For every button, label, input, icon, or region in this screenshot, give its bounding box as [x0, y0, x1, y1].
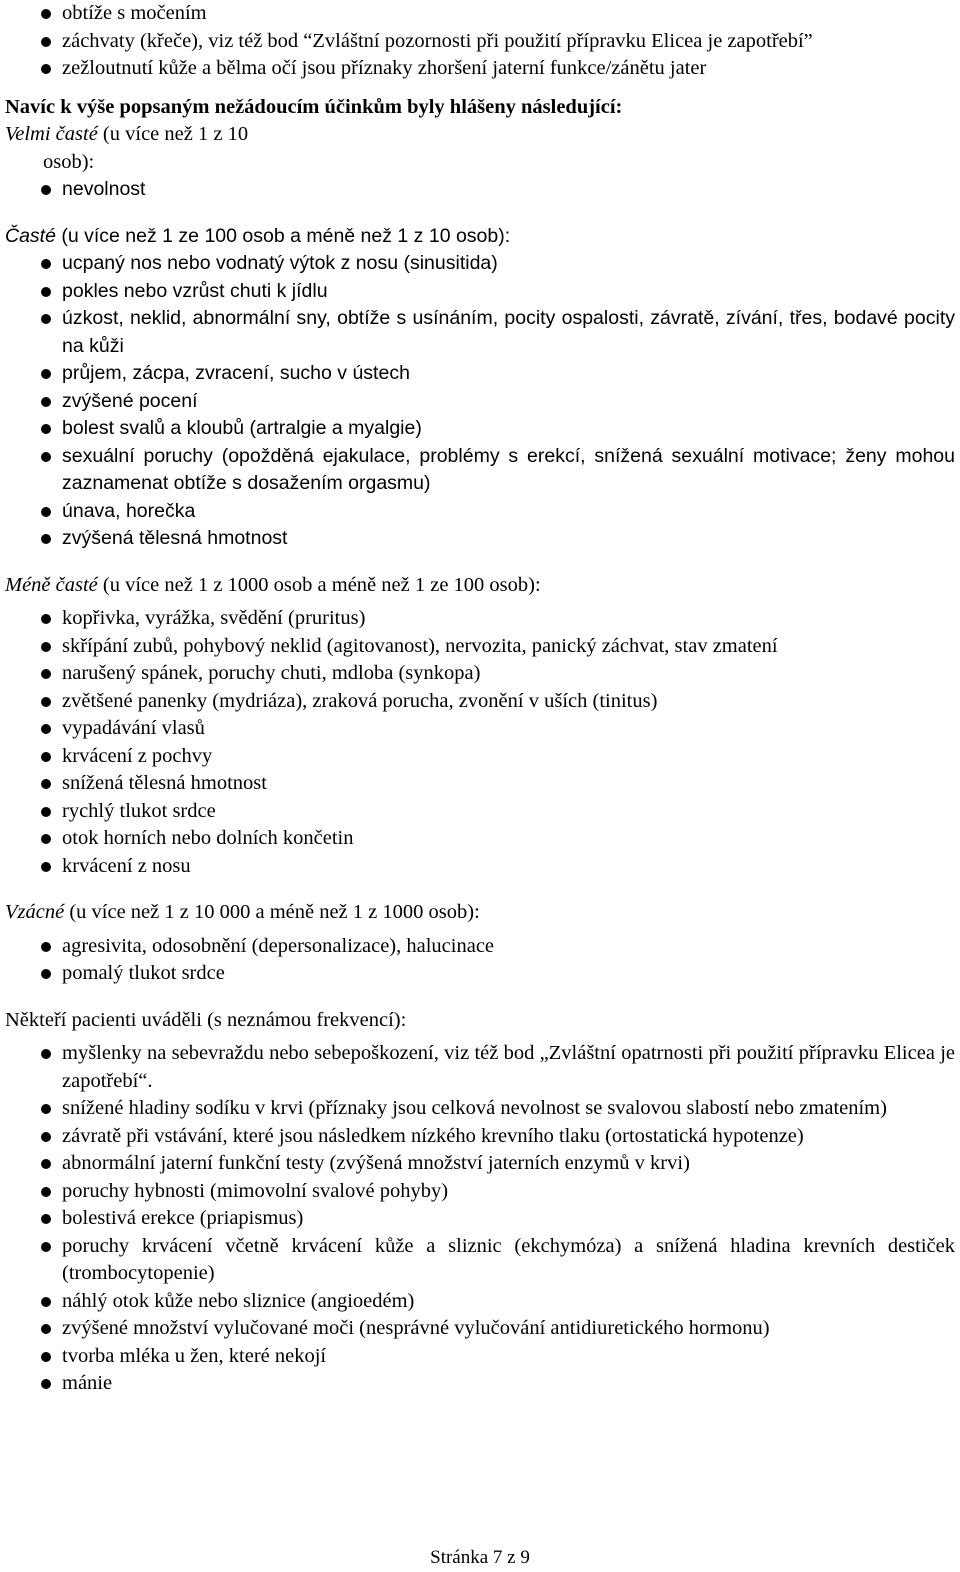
- bullet-icon: [41, 1049, 51, 1059]
- unknown-list: [5, 1040, 955, 1398]
- bullet-icon: [41, 369, 51, 379]
- unknown-item-text: závratě při vstávání, které jsou následkem nízkého krevního tlaku (ortostatická hypotenze): [62, 1124, 804, 1147]
- bullet-icon: [41, 185, 51, 195]
- common-item: [5, 250, 955, 278]
- uncommon-item-text: krvácení z nosu: [62, 854, 191, 877]
- common-item: [5, 305, 955, 360]
- common-item-text: únava, horečka: [62, 499, 196, 522]
- unknown-item-text: zvýšené množství vylučované moči (nesprávné vylučování antidiuretického hormonu): [62, 1317, 770, 1339]
- uncommon-item: [5, 660, 955, 688]
- bullet-icon: [41, 969, 51, 979]
- common-label: Časté: [5, 224, 56, 247]
- bullet-icon: [41, 9, 51, 19]
- uncommon-item-text: krvácení z pochvy: [62, 744, 213, 767]
- rare-list: [5, 933, 955, 988]
- unknown-item-text: poruchy hybnosti (mimovolní svalové pohyby): [62, 1179, 449, 1202]
- uncommon-item-text: otok horních nebo dolních končetin: [62, 827, 354, 849]
- uncommon-list: [5, 605, 955, 880]
- uncommon-item-text: narušený spánek, poruchy chuti, mdloba (synkopa): [62, 662, 481, 684]
- uncommon-label: Méně časté: [5, 573, 98, 596]
- common-item: [5, 278, 955, 306]
- bullet-icon: [41, 507, 51, 517]
- bullet-icon: [41, 779, 51, 789]
- bullet-icon: [41, 834, 51, 844]
- uncommon-item: [5, 798, 955, 826]
- uncommon-item: [5, 715, 955, 743]
- bullet-icon: [41, 1187, 51, 1197]
- very-common-list: [5, 176, 955, 204]
- top-list-item: [5, 0, 955, 28]
- bullet-icon: [41, 64, 51, 74]
- uncommon-item: [5, 770, 955, 798]
- unknown-item: [5, 1150, 955, 1178]
- bullet-icon: [41, 1324, 51, 1334]
- common-item-text: zvýšená tělesná hmotnost: [62, 527, 288, 549]
- common-item-text: sexuální poruchy (opožděná ejakulace, problémy s erekcí, snížená sexuální motivace; ženy mohou zaznamenat obtíže s dosažením orgasmu): [62, 444, 955, 494]
- uncommon-item: [5, 853, 955, 881]
- bullet-icon: [41, 1242, 51, 1252]
- uncommon-item-text: kopřivka, vyrážka, svědění (pruritus): [62, 607, 366, 629]
- common-item: [5, 360, 955, 388]
- bullet-icon: [41, 642, 51, 652]
- common-item-text: průjem, zácpa, zvracení, sucho v ústech: [62, 362, 410, 384]
- common-item-text: bolest svalů a kloubů (artralgie a myalgie): [62, 417, 422, 439]
- bullet-icon: [41, 534, 51, 544]
- unknown-item: [5, 1315, 955, 1343]
- uncommon-item-text: rychlý tlukot srdce: [62, 799, 216, 822]
- rare-item-text: pomalý tlukot srdce: [62, 962, 225, 984]
- rare-item: [5, 933, 955, 961]
- top-list-item: [5, 28, 955, 56]
- very-common-freq-cont: osob):: [43, 150, 95, 173]
- unknown-item-text: mánie: [62, 1372, 113, 1394]
- very-common-label: Velmi časté: [5, 123, 98, 145]
- unknown-item: [5, 1178, 955, 1206]
- common-item-text: ucpaný nos nebo vodnatý výtok z nosu (sinusitida): [62, 252, 498, 274]
- common-item-text: zvýšené pocení: [62, 389, 198, 412]
- uncommon-item-text: snížená tělesná hmotnost: [62, 772, 267, 794]
- additional-heading: Navíc k výše popsaným nežádoucím účinkům byly hlášeny následující:: [5, 95, 623, 118]
- common-heading: [5, 223, 955, 251]
- bullet-icon: [41, 1352, 51, 1362]
- bullet-icon: [41, 1214, 51, 1224]
- very-common-item-text: nevolnost: [62, 178, 146, 200]
- uncommon-item-text: skřípání zubů, pohybový neklid (agitovanost), nervozita, panický záchvat, stav zmatení: [62, 634, 778, 657]
- unknown-item-text: snížené hladiny sodíku v krvi (příznaky jsou celková nevolnost se svalovou slabostí nebo zmatením): [62, 1097, 887, 1119]
- document-page: [5, 0, 955, 1398]
- top-list-item-text: záchvaty (křeče), viz též bod “Zvláštní pozornosti při použití přípravku Elicea je zapotřebí”: [62, 29, 813, 52]
- bullet-icon: [41, 942, 51, 952]
- unknown-item: [5, 1233, 955, 1288]
- top-list-item: [5, 55, 955, 83]
- rare-item-text: agresivita, odosobnění (depersonalizace), halucinace: [62, 934, 495, 957]
- common-item-text: pokles nebo vzrůst chuti k jídlu: [62, 279, 328, 302]
- bullet-icon: [41, 287, 51, 297]
- page-footer: Stránka 7 z 9: [430, 1547, 530, 1568]
- common-item-text: úzkost, neklid, abnormální sny, obtíže s usínáním, pocity ospalosti, závratě, zívání, třes, bodavé pocity na kůži: [62, 307, 955, 357]
- unknown-item-text: poruchy krvácení včetně krvácení kůže a sliznic (ekchymóza) a snížená hladina krevních destiček (trombocytopenie): [62, 1234, 955, 1284]
- uncommon-heading: [5, 572, 955, 600]
- unknown-item: [5, 1123, 955, 1151]
- unknown-item-text: náhlý otok kůže nebo sliznice (angioedém): [62, 1289, 415, 1312]
- bullet-icon: [41, 397, 51, 407]
- unknown-item: [5, 1040, 955, 1095]
- bullet-icon: [41, 724, 51, 734]
- top-list-item-text: obtíže s močením: [62, 2, 207, 24]
- unknown-item: [5, 1343, 955, 1371]
- bullet-icon: [41, 259, 51, 269]
- bullet-icon: [41, 1132, 51, 1142]
- very-common-heading: [5, 121, 955, 149]
- uncommon-item-text: vypadávání vlasů: [62, 717, 205, 739]
- bullet-icon: [41, 862, 51, 872]
- uncommon-item-text: zvětšené panenky (mydriáza), zraková porucha, zvonění v uších (tinitus): [62, 689, 658, 712]
- bullet-icon: [41, 1297, 51, 1307]
- unknown-item: [5, 1205, 955, 1233]
- unknown-item-text: bolestivá erekce (priapismus): [62, 1207, 304, 1229]
- bullet-icon: [41, 37, 51, 47]
- bullet-icon: [41, 424, 51, 434]
- uncommon-item: [5, 633, 955, 661]
- common-freq: (u více než 1 ze 100 osob a méně než 1 z 10 osob):: [55, 224, 511, 247]
- bullet-icon: [41, 669, 51, 679]
- bullet-icon: [41, 807, 51, 817]
- uncommon-item: [5, 605, 955, 633]
- common-item: [5, 388, 955, 416]
- uncommon-freq: (u více než 1 z 1000 osob a méně než 1 ze 100 osob):: [97, 573, 541, 596]
- unknown-item-text: myšlenky na sebevraždu nebo sebepoškození, viz též bod „Zvláštní opatrnosti při použití přípravku Elicea je zapotřebí“.: [62, 1042, 955, 1092]
- uncommon-item: [5, 743, 955, 771]
- common-item: [5, 525, 955, 553]
- common-item: [5, 498, 955, 526]
- bullet-icon: [41, 697, 51, 707]
- very-common-item: [5, 176, 955, 204]
- rare-freq: (u více než 1 z 10 000 a méně než 1 z 1000 osob):: [64, 901, 480, 923]
- top-list: [5, 0, 955, 83]
- bullet-icon: [41, 314, 51, 324]
- bullet-icon: [41, 452, 51, 462]
- unknown-item: [5, 1370, 955, 1398]
- common-item: [5, 415, 955, 443]
- common-item: [5, 443, 955, 498]
- bullet-icon: [41, 752, 51, 762]
- bullet-icon: [41, 1104, 51, 1114]
- rare-heading: [5, 899, 955, 927]
- rare-item: [5, 960, 955, 988]
- bullet-icon: [41, 1379, 51, 1389]
- top-list-item-text: zežloutnutí kůže a bělma očí jsou příznaky zhoršení jaterní funkce/zánětu jater: [62, 57, 707, 79]
- bullet-icon: [41, 614, 51, 624]
- common-list: [5, 250, 955, 553]
- unknown-item-text: tvorba mléka u žen, které nekojí: [62, 1344, 327, 1367]
- unknown-item: [5, 1288, 955, 1316]
- very-common-freq: (u více než 1 z 10: [97, 123, 249, 145]
- uncommon-item: [5, 688, 955, 716]
- bullet-icon: [41, 1159, 51, 1169]
- unknown-item: [5, 1095, 955, 1123]
- rare-label: Vzácné: [5, 901, 65, 923]
- unknown-heading: Někteří pacienti uváděli (s neznámou frekvencí):: [5, 1008, 407, 1031]
- unknown-item-text: abnormální jaterní funkční testy (zvýšená množství jaterních enzymů v krvi): [62, 1152, 690, 1174]
- uncommon-item: [5, 825, 955, 853]
